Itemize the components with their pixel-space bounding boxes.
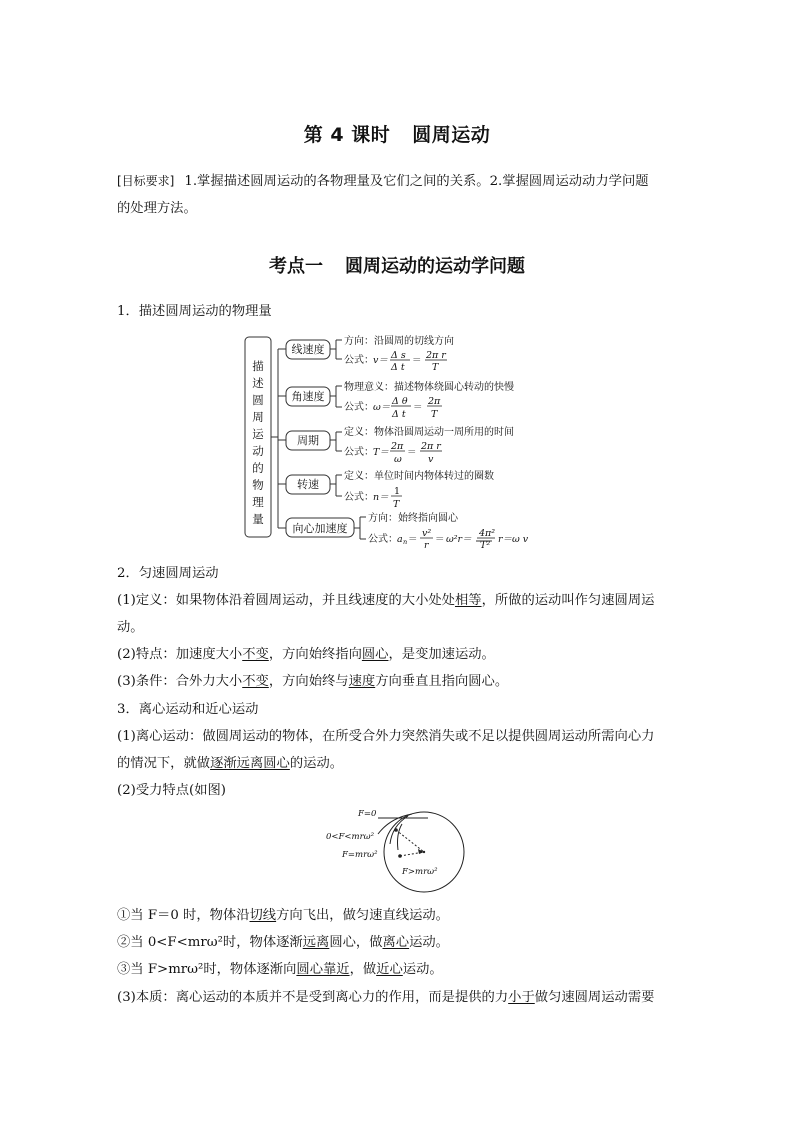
figure-label-greater: F>mrω²	[402, 867, 438, 877]
figure-label-equal: F=mrω²	[342, 850, 378, 860]
svg-text:ω＝: ω＝	[373, 402, 391, 413]
box-period: 周期	[297, 434, 319, 447]
s2-heading: 2．匀速圆周运动	[117, 566, 219, 581]
s3-force-heading: (2)受力特点(如图)	[117, 783, 226, 798]
root-char-3: 周	[252, 410, 264, 424]
goals-text-1: 1.掌握描述圆周运动的各物理量及它们之间的关系。2.掌握圆周运动动力学问题	[184, 174, 649, 189]
leaf-accel-formula: 公式：	[368, 534, 398, 545]
s3-centrifugal-line-2: 的情况下，就做逐渐远离圆心的运动。	[117, 756, 344, 771]
svg-text:2π r: 2π r	[421, 441, 441, 452]
svg-text:v＝: v＝	[373, 355, 388, 366]
section-name: 圆周运动的运动学问题	[345, 256, 525, 277]
goals-tag: [目标要求]	[117, 174, 175, 188]
box-rotation-speed: 转速	[297, 478, 319, 491]
leaf-linear-formula: 公式：	[344, 355, 374, 366]
answer-blank: 相等	[454, 593, 482, 608]
figure-label-less: 0<F<mrω²	[326, 832, 375, 842]
leaf-linear-direction: 方向：沿圆周的切线方向	[344, 336, 454, 347]
section-heading	[0, 252, 794, 278]
svg-text:T: T	[393, 499, 400, 510]
s2-definition-line-1	[117, 587, 682, 614]
svg-text:T＝: T＝	[373, 447, 389, 458]
lesson-name: 圆周运动	[412, 124, 491, 146]
svg-text:v: v	[428, 454, 434, 465]
root-char-7: 物	[252, 478, 264, 492]
svg-text:ω: ω	[394, 454, 402, 465]
svg-text:Δ s: Δ s	[391, 350, 406, 361]
leaf-speed-formula: 公式：	[344, 492, 374, 503]
centrifugal-figure	[320, 804, 480, 904]
root-char-6: 的	[252, 461, 264, 475]
svg-text:n＝: n＝	[373, 492, 389, 503]
svg-text:2π r: 2π r	[426, 350, 446, 361]
root-char-4: 运	[252, 427, 264, 441]
box-angular-velocity: 角速度	[291, 390, 325, 403]
svg-text:n: n	[403, 538, 408, 546]
root-char-9: 量	[252, 512, 264, 526]
answer-blank: 切线	[249, 908, 277, 923]
answer-blank: 速度	[348, 674, 376, 689]
svg-text:＝: ＝	[408, 534, 418, 545]
svg-text:4π²: 4π²	[479, 528, 496, 539]
section-number: 考点一	[269, 256, 323, 277]
answer-blank: 远离	[302, 935, 330, 950]
s3-essence: (3)本质：离心运动的本质并不是受到离心力的作用，而是提供的力小于做匀速圆周运动需要	[117, 990, 655, 1005]
svg-text:＝: ＝	[407, 447, 417, 458]
box-centripetal-accel: 向心加速度	[292, 522, 348, 535]
svg-text:＝: ＝	[435, 534, 445, 545]
answer-blank: 离心	[382, 935, 410, 950]
s3-centrifugal-line-1: (1)离心运动：做圆周运动的物体，在所受合外力突然消失或不足以提供圆周运动所需向心力	[117, 729, 655, 744]
svg-text:Δ θ: Δ θ	[392, 396, 408, 407]
svg-text:T²: T²	[480, 540, 491, 551]
answer-blank: 圆心	[361, 647, 389, 662]
answer-blank: 逐渐远离圆心	[210, 756, 290, 771]
svg-text:＝: ＝	[413, 402, 423, 413]
root-char-5: 动	[252, 444, 264, 458]
s2-condition: (3)条件：合外力大小不变，方向始终与速度方向垂直且指向圆心。	[117, 674, 509, 689]
svg-text:2π: 2π	[428, 396, 441, 407]
svg-text:a: a	[397, 534, 403, 545]
leaf-period-def: 定义：物体沿圆周运动一周所用的时间	[344, 427, 514, 438]
s1-heading: 1．描述圆周运动的物理量	[117, 304, 272, 319]
goals-line-1	[117, 168, 682, 195]
svg-text:Δ t: Δ t	[391, 362, 405, 373]
leaf-angular-meaning: 物理意义：描述物体绕圆心转动的快慢	[344, 382, 514, 393]
s2-feature: (2)特点：加速度大小不变，方向始终指向圆心，是变加速运动。	[117, 647, 495, 662]
answer-blank: 不变	[242, 647, 269, 662]
root-char-2: 圆	[252, 393, 264, 407]
goals-line-2: 的处理方法。	[117, 201, 197, 216]
lesson-title	[0, 120, 794, 147]
box-linear-velocity: 线速度	[291, 343, 325, 356]
root-char-0: 描	[252, 359, 264, 373]
figure-label-f0: F=0	[358, 809, 377, 819]
leaf-speed-def: 定义：单位时间内物体转过的圈数	[344, 471, 494, 482]
s3-case-1: ①当 F＝0 时，物体沿切线方向飞出，做匀速直线运动。	[117, 908, 449, 923]
svg-text:T: T	[431, 409, 438, 420]
leaf-accel-direction: 方向：始终指向圆心	[368, 513, 458, 524]
leaf-period-formula: 公式：	[344, 447, 374, 458]
svg-text:T: T	[432, 362, 439, 373]
answer-blank: 不变	[242, 674, 269, 689]
lesson-number: 第 4 课时	[303, 124, 391, 146]
s3-case-2: ②当 0<F<mrω²时，物体逐渐远离圆心，做离心运动。	[117, 935, 449, 950]
svg-text:2π: 2π	[391, 441, 404, 452]
root-char-1: 述	[252, 376, 264, 390]
leaf-angular-formula: 公式：	[344, 402, 374, 413]
s3-heading: 3．离心运动和近心运动	[117, 702, 259, 717]
s3-case-3: ③当 F>mrω²时，物体逐渐向圆心靠近，做近心运动。	[117, 962, 443, 977]
svg-text:＝: ＝	[412, 355, 422, 366]
s2-definition-line-2: 动。	[117, 620, 144, 635]
svg-text:ω²r＝: ω²r＝	[446, 534, 472, 545]
root-char-8: 理	[252, 495, 264, 509]
svg-text:v²: v²	[422, 528, 432, 539]
svg-text:Δ t: Δ t	[392, 409, 406, 420]
s2-definition-text: (1)定义：如果物体沿着圆周运动，并且线速度的大小处处相等，所做的运动叫作匀速圆周运	[117, 593, 655, 608]
concept-map	[240, 334, 560, 551]
answer-blank: 圆心靠近	[296, 962, 350, 977]
answer-blank: 近心	[376, 962, 403, 977]
svg-text:r＝ω v: r＝ω v	[498, 534, 529, 545]
svg-text:1: 1	[394, 486, 401, 497]
svg-text:r: r	[424, 540, 429, 551]
answer-blank: 小于	[508, 990, 535, 1005]
